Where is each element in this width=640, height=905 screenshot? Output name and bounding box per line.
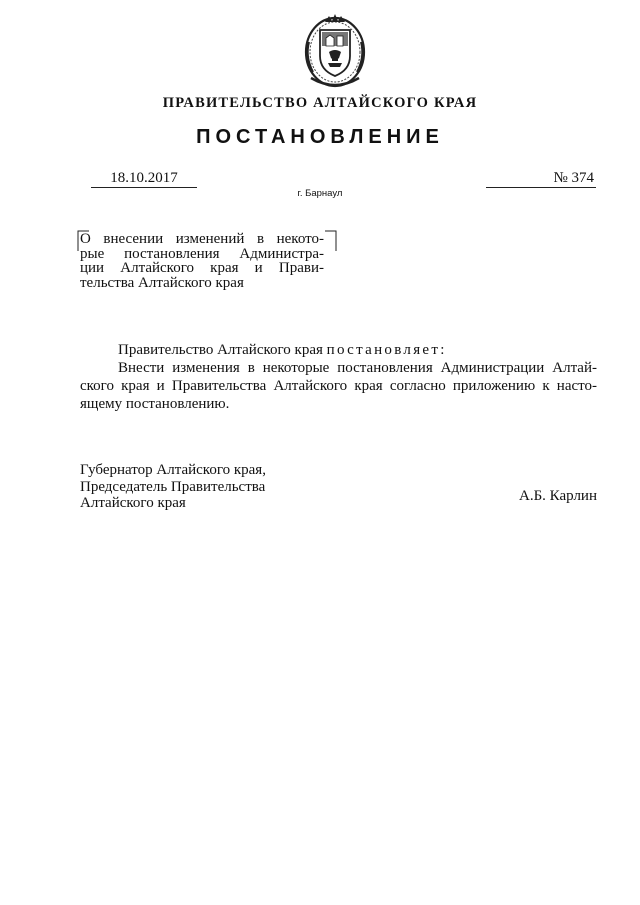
document-date: 18.10.2017 bbox=[91, 170, 197, 188]
body-line: ящему постановлению. bbox=[80, 396, 230, 412]
signatory-position bbox=[80, 462, 380, 512]
subject-line: ции Алтайского края и Прави- bbox=[80, 260, 324, 276]
intro-emphasis: постановляет bbox=[326, 342, 441, 358]
subject-line: рые постановления Администра- bbox=[80, 245, 324, 262]
body-line: Внести изменения в некоторые постановления Администрации Алтай- bbox=[118, 360, 597, 376]
document-type-title: ПОСТАНОВЛЕНИЕ bbox=[196, 126, 444, 148]
organization-title: ПРАВИТЕЛЬСТВО АЛТАЙСКОГО КРАЯ bbox=[162, 95, 478, 111]
document-number: № 374 bbox=[486, 170, 596, 188]
position-line: Алтайского края bbox=[80, 495, 186, 511]
document-body bbox=[80, 341, 597, 413]
document-subject bbox=[80, 232, 324, 290]
intro-suffix: : bbox=[440, 342, 445, 358]
subject-line: О внесении изменений в некото- bbox=[80, 231, 324, 247]
body-line: ского края и Правительства Алтайского края согласно приложению к насто- bbox=[80, 378, 597, 394]
subject-bracket-right bbox=[324, 230, 338, 252]
coat-of-arms-icon bbox=[303, 12, 367, 90]
subject-line: тельства Алтайского края bbox=[80, 274, 244, 291]
position-line: Председатель Правительства bbox=[80, 478, 266, 495]
signatory-name: А.Б. Карлин bbox=[518, 488, 597, 504]
body-paragraph bbox=[80, 359, 597, 413]
intro-prefix: Правительство Алтайского края bbox=[118, 342, 327, 358]
body-intro bbox=[80, 341, 597, 359]
document-city: г. Барнаул bbox=[297, 188, 343, 199]
position-line: Губернатор Алтайского края, bbox=[80, 462, 266, 478]
